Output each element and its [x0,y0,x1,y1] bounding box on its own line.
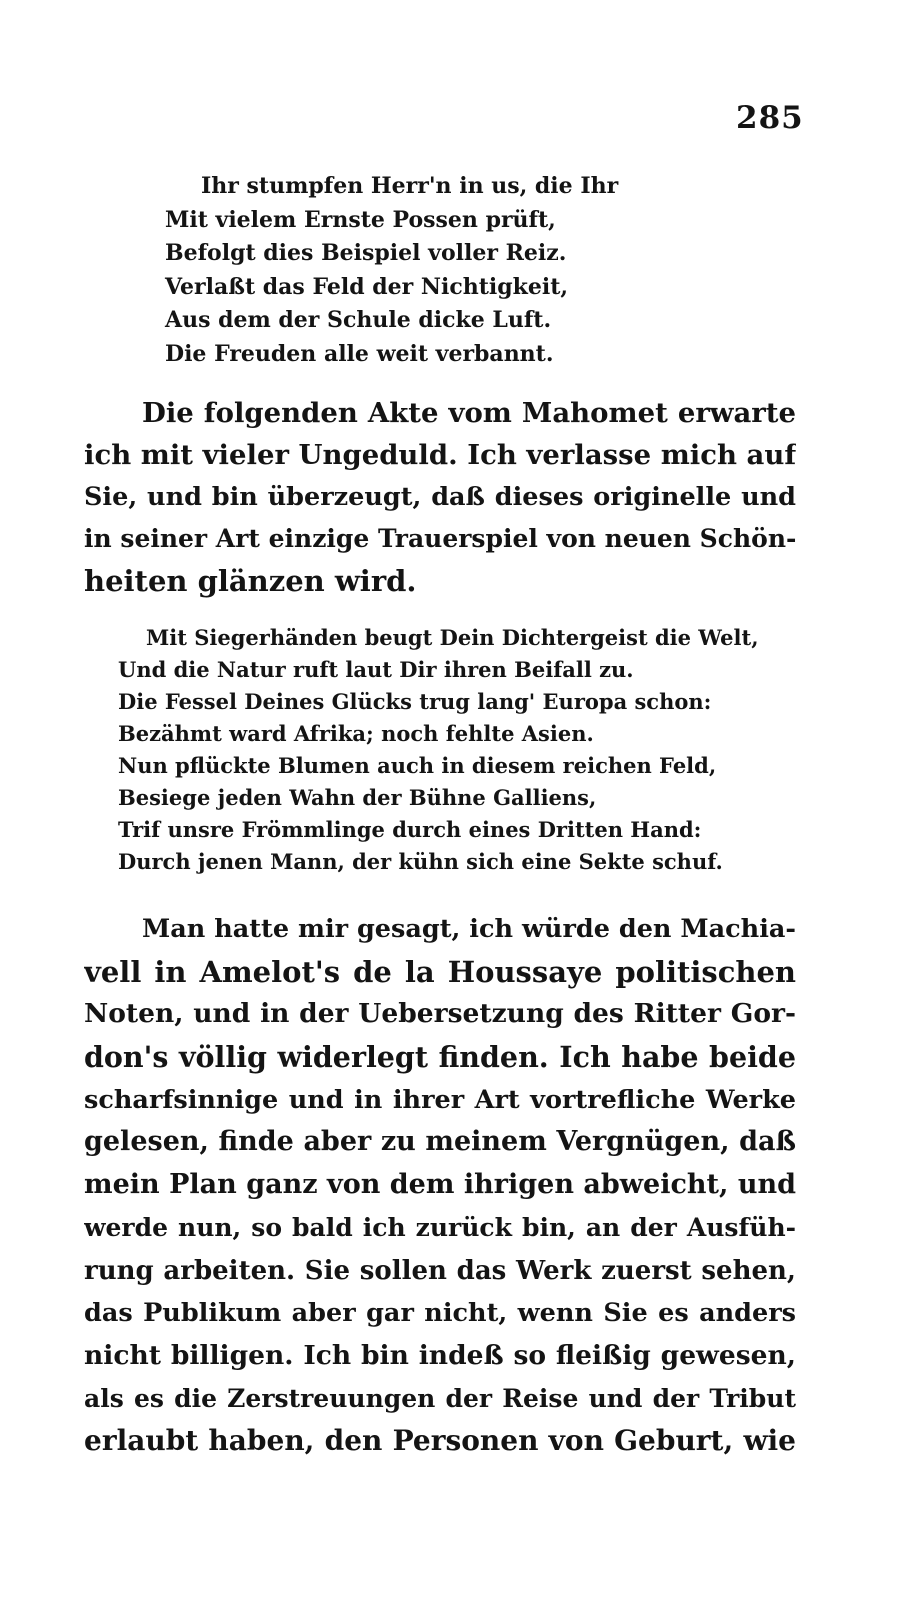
verse-line: Befolgt dies Beispiel voller Reiz. [165,240,567,267]
paragraph-line: erlaubt haben, den Personen von Geburt, wie [84,1424,796,1458]
paragraph-line: Noten, und in der Uebersetzung des Ritter Gor- [84,998,796,1030]
verse-line: Bezähmt ward Afrika; noch fehlte Asien. [118,721,594,746]
verse-line: Mit Siegerhänden beugt Dein Dichtergeist die Welt, [146,625,759,650]
paragraph-line: rung arbeiten. Sie sollen das Werk zuerst sehen, [84,1255,796,1286]
paragraph-line: nicht billigen. Ich bin indeß so fleißig gewesen, [84,1339,796,1371]
verse-line: Besiege jeden Wahn der Bühne Galliens, [118,785,597,810]
verse-line: Die Fessel Deines Glücks trug lang' Europa schon: [118,689,712,714]
paragraph-line: werde nun, so bald ich zurück bin, an der Ausfüh- [84,1212,796,1242]
verse-line: Nun pflückte Blumen auch in diesem reichen Feld, [118,753,717,778]
paragraph-1 [84,392,796,602]
verse-line: Und die Natur ruft laut Dir ihren Beifall zu. [118,657,634,682]
paragraph-line: vell in Amelot's de la Houssaye politischen [84,954,796,989]
verse-line: Trif unsre Frömmlinge durch eines Dritten Hand: [118,817,702,842]
paragraph-line: in seiner Art einzige Trauerspiel von neuen Schön- [84,524,796,553]
paragraph-line: Die folgenden Akte vom Mahomet erwarte [142,397,796,429]
paragraph-line: heiten glänzen wird. [84,564,417,598]
paragraph-line: als es die Zerstreuungen der Reise und der Tribut [84,1383,796,1413]
paragraph-line: don's völlig widerlegt finden. Ich habe beide [84,1040,796,1075]
paragraph-line: Sie, und bin überzeugt, daß dieses originelle und [84,482,796,512]
paragraph-line: Man hatte mir gesagt, ich würde den Machia- [142,914,796,944]
paragraph-line: ich mit vieler Ungeduld. Ich verlasse mich auf [84,439,796,471]
paragraph-line: scharfsinnige und in ihrer Art vortrefliche Werke [84,1084,796,1115]
page-number: 285 [736,100,804,136]
verse-block-1 [165,170,618,372]
verse-line: Ihr stumpfen Herr'n in us, die Ihr [201,173,619,199]
verse-block-2 [118,622,759,878]
verse-line: Die Freuden alle weit verbannt. [165,340,554,367]
paragraph-2 [84,908,796,1463]
verse-line: Aus dem der Schule dicke Luft. [165,307,552,334]
paragraph-line: mein Plan ganz von dem ihrigen abweicht, und [84,1169,796,1201]
verse-line: Verlaßt das Feld der Nichtigkeit, [165,273,569,300]
verse-line: Mit vielem Ernste Possen prüft, [165,206,556,233]
paragraph-line: das Publikum aber gar nicht, wenn Sie es anders [84,1298,796,1329]
verse-line: Durch jenen Mann, der kühn sich eine Sekte schuf. [118,849,723,874]
paragraph-line: gelesen, finde aber zu meinem Vergnügen, daß [84,1126,796,1158]
